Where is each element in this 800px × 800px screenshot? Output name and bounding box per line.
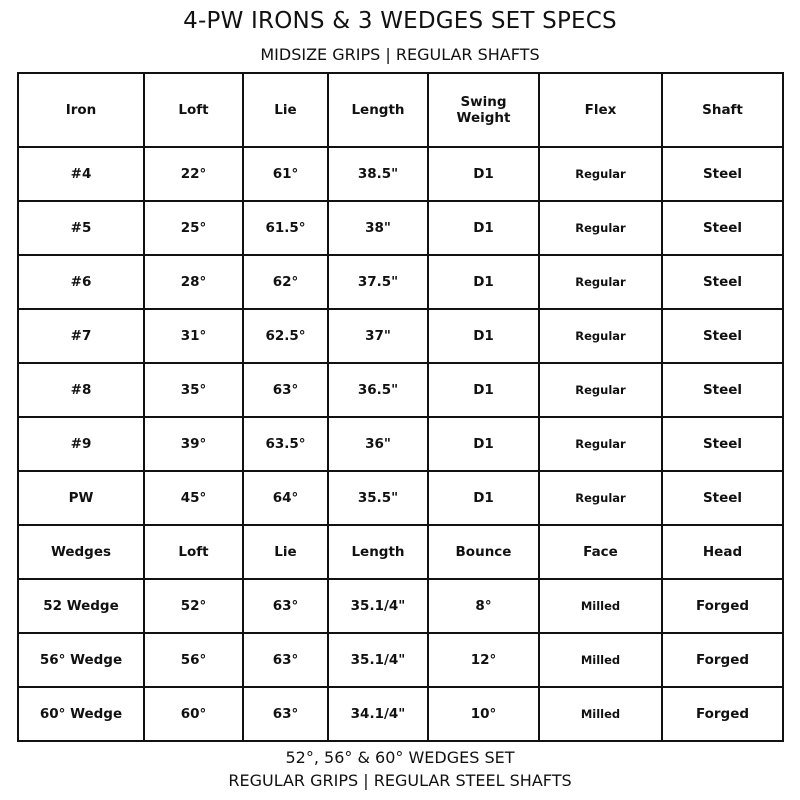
table-cell: 37" [328, 309, 428, 363]
table-cell: PW [18, 471, 144, 525]
table-cell: #4 [18, 147, 144, 201]
table-cell: 35.1/4" [328, 633, 428, 687]
iron-row [18, 471, 783, 525]
table-cell: 8° [428, 579, 539, 633]
table-cell: 64° [243, 471, 328, 525]
table-cell: 45° [144, 471, 243, 525]
table-cell: 63° [243, 363, 328, 417]
header-cell: Length [328, 525, 428, 579]
table-cell: Steel [662, 147, 783, 201]
iron-row [18, 201, 783, 255]
iron-row [18, 417, 783, 471]
header-cell [428, 73, 539, 147]
table-cell: 52° [144, 579, 243, 633]
header-cell: Iron [18, 73, 144, 147]
table-cell: 60° Wedge [18, 687, 144, 741]
table-cell: Regular [539, 201, 662, 255]
table-cell: Steel [662, 201, 783, 255]
table-cell: 61.5° [243, 201, 328, 255]
header-cell: Length [328, 73, 428, 147]
table-cell: Regular [539, 255, 662, 309]
table-cell: Regular [539, 309, 662, 363]
iron-row [18, 147, 783, 201]
header-cell: Face [539, 525, 662, 579]
table-cell: Milled [539, 579, 662, 633]
table-cell: Steel [662, 255, 783, 309]
page-subtitle: MIDSIZE GRIPS | REGULAR SHAFTS [260, 45, 540, 64]
table-cell: Regular [539, 417, 662, 471]
table-cell: D1 [428, 417, 539, 471]
table-cell: D1 [428, 255, 539, 309]
header-cell: Shaft [662, 73, 783, 147]
header-cell: Wedges [18, 525, 144, 579]
page-title: 4-PW IRONS & 3 WEDGES SET SPECS [183, 8, 617, 34]
table-cell: 35° [144, 363, 243, 417]
table-cell: #9 [18, 417, 144, 471]
wedge-row [18, 579, 783, 633]
table-cell: 62.5° [243, 309, 328, 363]
table-cell: Steel [662, 309, 783, 363]
table-cell: D1 [428, 201, 539, 255]
table-cell: D1 [428, 363, 539, 417]
table-cell: Regular [539, 147, 662, 201]
footer-grips-shafts: REGULAR GRIPS | REGULAR STEEL SHAFTS [228, 771, 572, 790]
table-cell: 12° [428, 633, 539, 687]
table-cell: D1 [428, 147, 539, 201]
table-cell: 63° [243, 633, 328, 687]
wedge-row [18, 687, 783, 741]
table-cell: 52 Wedge [18, 579, 144, 633]
iron-row [18, 363, 783, 417]
table-cell: Regular [539, 363, 662, 417]
table-cell: Steel [662, 417, 783, 471]
table-cell: D1 [428, 309, 539, 363]
table-cell: 36.5" [328, 363, 428, 417]
table-cell: 25° [144, 201, 243, 255]
footer-wedges-set: 52°, 56° & 60° WEDGES SET [285, 748, 515, 767]
table-cell: #5 [18, 201, 144, 255]
table-cell: #6 [18, 255, 144, 309]
header-cell-line: Swing [460, 94, 507, 110]
header-cell: Lie [243, 525, 328, 579]
table-cell: Milled [539, 633, 662, 687]
table-cell: 31° [144, 309, 243, 363]
table-cell: 62° [243, 255, 328, 309]
table-cell: Forged [662, 687, 783, 741]
iron-row [18, 255, 783, 309]
table-cell: #7 [18, 309, 144, 363]
header-cell: Loft [144, 73, 243, 147]
table-cell: 56° [144, 633, 243, 687]
irons-header-row [18, 73, 783, 147]
specs-table-body [18, 73, 783, 741]
header-cell: Loft [144, 525, 243, 579]
table-cell: 36" [328, 417, 428, 471]
table-cell: 28° [144, 255, 243, 309]
table-cell: D1 [428, 471, 539, 525]
table-cell: Regular [539, 471, 662, 525]
table-cell: 38" [328, 201, 428, 255]
wedges-header-row [18, 525, 783, 579]
table-cell: Forged [662, 579, 783, 633]
header-cell: Head [662, 525, 783, 579]
table-cell: 38.5" [328, 147, 428, 201]
table-cell: Steel [662, 363, 783, 417]
table-cell: 39° [144, 417, 243, 471]
table-cell: 35.5" [328, 471, 428, 525]
table-cell: Milled [539, 687, 662, 741]
header-cell: Flex [539, 73, 662, 147]
table-cell: 22° [144, 147, 243, 201]
table-cell: 10° [428, 687, 539, 741]
header-cell-line: Weight [456, 110, 511, 126]
table-cell: 63° [243, 687, 328, 741]
header-cell: Lie [243, 73, 328, 147]
table-cell: 63.5° [243, 417, 328, 471]
table-cell: 35.1/4" [328, 579, 428, 633]
table-cell: 60° [144, 687, 243, 741]
table-cell: Steel [662, 471, 783, 525]
table-cell: Forged [662, 633, 783, 687]
table-cell: 34.1/4" [328, 687, 428, 741]
table-cell: 37.5" [328, 255, 428, 309]
iron-row [18, 309, 783, 363]
table-cell: 56° Wedge [18, 633, 144, 687]
table-cell: 61° [243, 147, 328, 201]
specs-table [17, 72, 784, 742]
table-cell: 63° [243, 579, 328, 633]
table-cell: #8 [18, 363, 144, 417]
header-cell: Bounce [428, 525, 539, 579]
wedge-row [18, 633, 783, 687]
